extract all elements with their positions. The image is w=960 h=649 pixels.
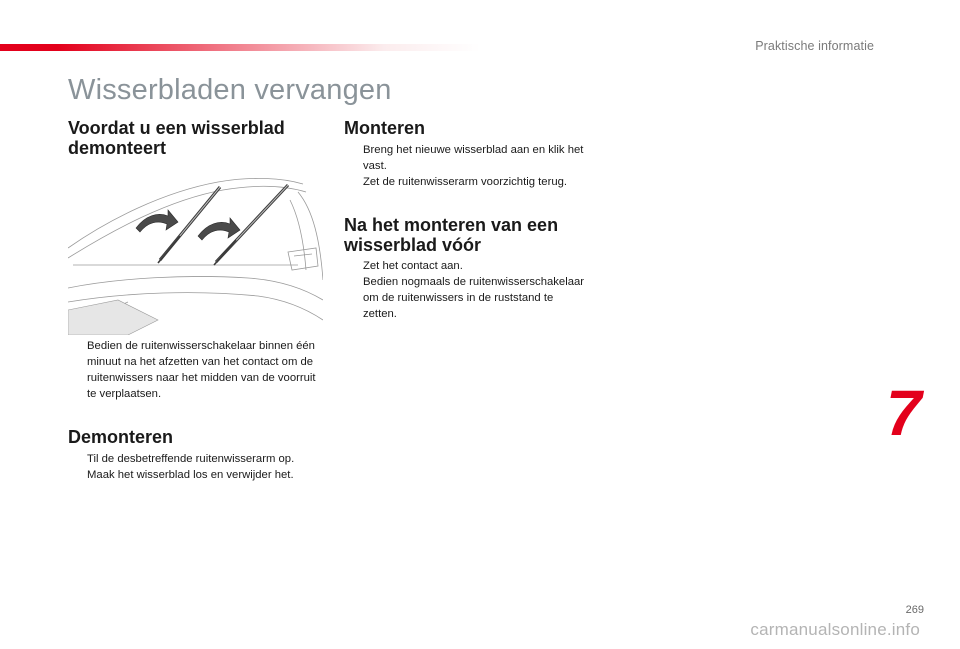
mount-steps — [346, 142, 596, 190]
heading-after-mount: Na het monteren van een wisserblad vóór — [344, 215, 559, 255]
heading-before-demount: Voordat u een wisserblad demonteert — [68, 118, 285, 158]
heading-demount: Demonteren — [68, 427, 174, 447]
list-item: Breng het nieuwe wisserblad aan en klik het vast. — [363, 144, 584, 172]
list-item: Bedien de ruitenwisserschakelaar binnen één minuut na het afzetten van het contact om de ruitenwissers naar het midden van de voorruit te verplaatsen. — [87, 340, 316, 400]
section-header: Praktische informatie — [755, 39, 874, 53]
windscreen-wiper-illustration — [68, 170, 323, 335]
top-color-bar — [0, 44, 480, 51]
list-item: Maak het wisserblad los en verwijder het. — [87, 469, 294, 481]
watermark: carmanualsonline.info — [750, 620, 920, 639]
list-item: Bedien nogmaals de ruitenwisserschakelaar om de ruitenwissers in de ruststand te zetten. — [363, 276, 585, 320]
demount-steps — [70, 451, 332, 483]
after-mount-steps — [346, 258, 586, 322]
page-title: Wisserbladen vervangen — [68, 74, 392, 106]
page-number: 269 — [905, 604, 924, 616]
list-item: Zet de ruitenwisserarm voorzichtig terug. — [363, 176, 568, 188]
heading-mount: Monteren — [344, 118, 425, 138]
list-item: Til de desbetreffende ruitenwisserarm op. — [87, 453, 295, 465]
chapter-number: 7 — [886, 377, 922, 449]
list-item: Zet het contact aan. — [363, 260, 463, 272]
before-demount-steps — [70, 338, 328, 402]
